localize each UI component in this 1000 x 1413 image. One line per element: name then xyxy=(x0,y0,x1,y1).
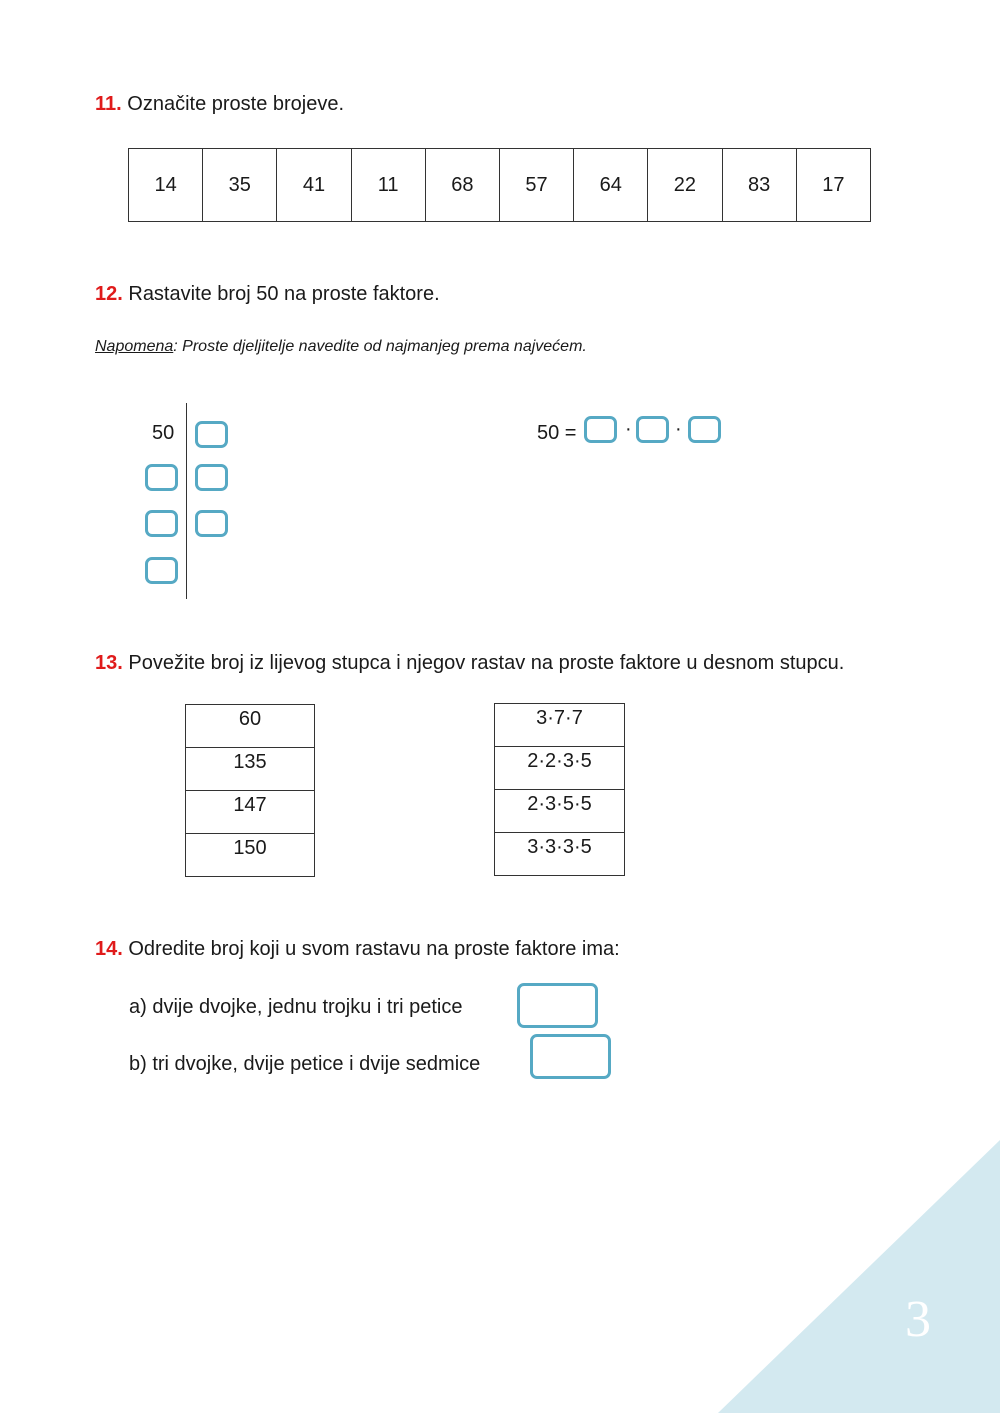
left-item[interactable]: 150 xyxy=(186,834,315,877)
question-text: Rastavite broj 50 na proste faktore. xyxy=(122,283,440,305)
right-item[interactable]: 3·3·3·5 xyxy=(495,833,625,876)
left-item[interactable]: 135 xyxy=(186,748,315,791)
question-12 xyxy=(95,283,440,306)
item-a-label: a) dvije dvojke, jednu trojku i tri petice xyxy=(129,996,463,1018)
division-line xyxy=(186,403,187,599)
question-13 xyxy=(95,652,844,675)
equation-prefix: 50 = xyxy=(537,422,577,444)
question-11 xyxy=(95,93,344,116)
number-cell[interactable]: 83 xyxy=(722,149,796,222)
left-item[interactable]: 147 xyxy=(186,791,315,834)
factor-input[interactable] xyxy=(584,416,617,443)
question-number: 11. xyxy=(95,93,122,115)
note-text: : Proste djeljitelje navedite od najmanjeg prema najvećem. xyxy=(173,338,587,355)
question-text: Označite proste brojeve. xyxy=(121,93,345,115)
number-table xyxy=(128,148,871,222)
answer-b-input[interactable] xyxy=(530,1034,611,1079)
quotient-input[interactable] xyxy=(145,464,178,491)
right-item[interactable]: 2·3·5·5 xyxy=(495,790,625,833)
question-text: Povežite broj iz lijevog stupca i njegov rastav na proste faktore u desnom stupcu. xyxy=(122,652,845,674)
number-cell[interactable]: 41 xyxy=(277,149,351,222)
right-item[interactable]: 2·2·3·5 xyxy=(495,747,625,790)
note xyxy=(95,338,587,356)
item-b-label: b) tri dvojke, dvije petice i dvije sedmice xyxy=(129,1053,481,1075)
quotient-input[interactable] xyxy=(145,557,178,584)
divisor-input[interactable] xyxy=(195,421,228,448)
question-number: 12. xyxy=(95,283,123,305)
note-label: Napomena xyxy=(95,338,174,355)
multiply-dot: · xyxy=(625,418,632,440)
number-cell[interactable]: 57 xyxy=(499,149,573,222)
number-cell[interactable]: 64 xyxy=(574,149,648,222)
question-14 xyxy=(95,938,620,961)
quotient-input[interactable] xyxy=(145,510,178,537)
question-number: 14. xyxy=(95,938,123,960)
factor-input[interactable] xyxy=(688,416,721,443)
factor-input[interactable] xyxy=(636,416,669,443)
number-cell[interactable]: 11 xyxy=(351,149,425,222)
question-text: Odredite broj koji u svom rastavu na proste faktore ima: xyxy=(122,938,620,960)
question-number: 13. xyxy=(95,652,123,674)
number-cell[interactable]: 68 xyxy=(425,149,499,222)
right-column-table xyxy=(494,703,625,876)
answer-a-input[interactable] xyxy=(517,983,598,1028)
left-item[interactable]: 60 xyxy=(186,705,315,748)
number-cell[interactable]: 17 xyxy=(796,149,870,222)
divisor-input[interactable] xyxy=(195,510,228,537)
number-cell[interactable]: 14 xyxy=(129,149,203,222)
left-column-table xyxy=(185,704,315,877)
dividend-label: 50 xyxy=(152,422,175,444)
number-cell[interactable]: 35 xyxy=(203,149,277,222)
multiply-dot: · xyxy=(675,418,682,440)
page-number: 3 xyxy=(905,1291,931,1348)
right-item[interactable]: 3·7·7 xyxy=(495,704,625,747)
number-cell[interactable]: 22 xyxy=(648,149,722,222)
divisor-input[interactable] xyxy=(195,464,228,491)
